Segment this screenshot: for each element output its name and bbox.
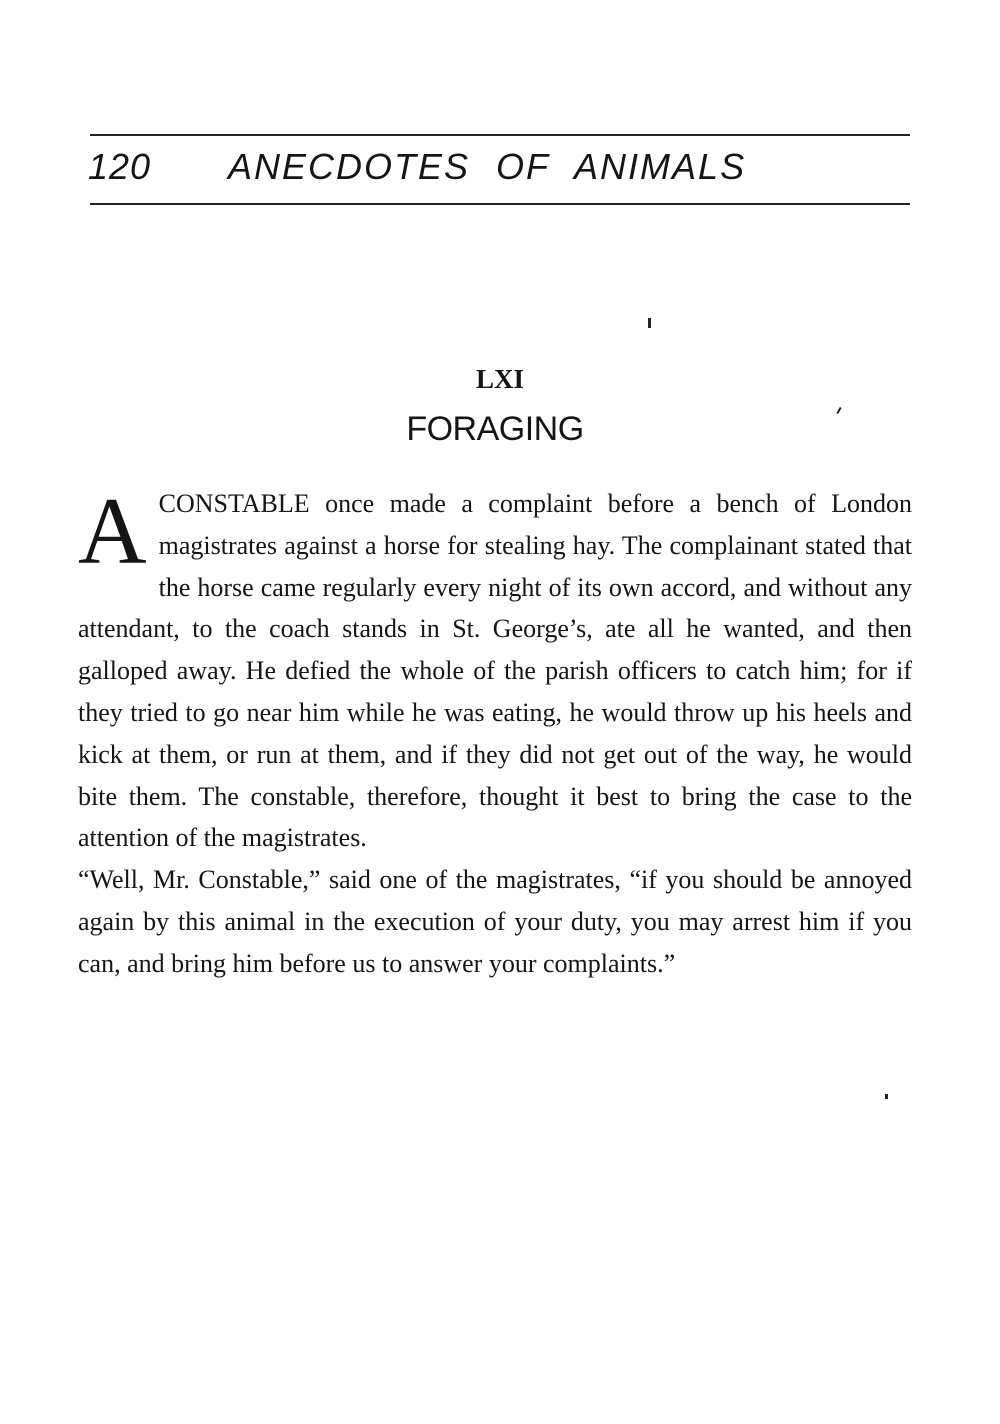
paragraph-1 <box>78 478 912 859</box>
paragraph-1-text: CONSTABLE once made a complaint before a bench of London magistrates against a horse for stealing hay. The complainant stated that the horse came regularly every night of its own accord, and without any attendant, to the coach stands in St. George’s, ate all he wanted, and then galloped away. He defied the whole of the parish officers to catch him; for if they tried to go near him while he was eating, he would throw up his heels and kick at them, or run at them, and if they did not get out of the way, he would bite them. The constable, therefore, thought it best to bring the case to the attention of the magistrates. <box>78 489 912 853</box>
header-top-rule <box>90 134 910 136</box>
print-speck <box>648 318 651 328</box>
drop-cap: A <box>78 478 147 584</box>
chapter-number: LXI <box>475 364 524 394</box>
header-bottom-rule <box>90 203 910 205</box>
running-head <box>88 146 918 196</box>
body-text <box>78 478 912 985</box>
book-title: ANECDOTES OF ANIMALS <box>228 146 747 187</box>
chapter-title: FORAGING <box>406 410 584 448</box>
paragraph-2: “Well, Mr. Constable,” said one of the magistrates, “if you should be annoyed again by this animal in the execution of your duty, you may arrest him if you can, and bring him before us to answer your complaints.” <box>78 865 912 978</box>
print-speck <box>885 1094 888 1099</box>
page-number: 120 <box>88 146 152 187</box>
